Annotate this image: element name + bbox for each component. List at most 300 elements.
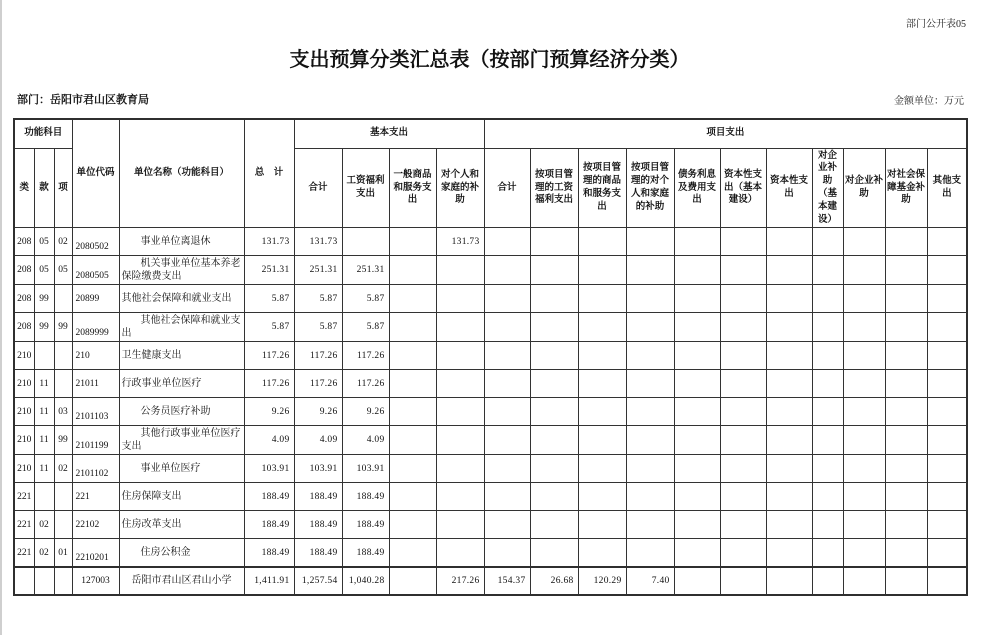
col-header-total: 总 计: [244, 119, 294, 228]
cell-amount: [720, 511, 766, 539]
cell-amount: [927, 567, 967, 595]
cell-amount: 5.87: [342, 313, 389, 342]
cell-amount: [720, 256, 766, 285]
cell-amount: [674, 567, 720, 595]
cell-amount: 1,257.54: [294, 567, 342, 595]
cell-amount: [389, 398, 436, 426]
cell-amount: [766, 455, 812, 483]
cell-amount: [720, 426, 766, 455]
cell-amount: [885, 455, 927, 483]
cell-amount: [389, 567, 436, 595]
col-header-basic-group: 基本支出: [294, 119, 484, 148]
cell-lei: 210: [14, 426, 34, 455]
cell-amount: [342, 228, 389, 256]
cell-amount: [530, 313, 578, 342]
col-header-capital-construction: 资本性支出（基本建设）: [720, 148, 766, 228]
cell-amount: [484, 455, 530, 483]
cell-amount: [812, 285, 843, 313]
cell-amount: [484, 483, 530, 511]
cell-amount: [766, 511, 812, 539]
cell-amount: [530, 256, 578, 285]
cell-amount: [927, 426, 967, 455]
cell-amount: 5.87: [342, 285, 389, 313]
total-row: [14, 567, 967, 595]
cell-unit-code: 2080502: [72, 228, 119, 256]
cell-amount: [626, 256, 674, 285]
cell-xiang: 02: [54, 228, 72, 256]
cell-amount: [578, 483, 626, 511]
table-row: [14, 256, 967, 285]
cell-amount: [626, 370, 674, 398]
cell-amount: [436, 342, 484, 370]
table-row: [14, 426, 967, 455]
cell-amount: [389, 256, 436, 285]
cell-amount: [812, 313, 843, 342]
cell-amount: [436, 483, 484, 511]
cell-amount: [436, 426, 484, 455]
cell-amount: [720, 539, 766, 567]
cell-amount: [674, 398, 720, 426]
cell-amount: [436, 455, 484, 483]
cell-amount: 154.37: [484, 567, 530, 595]
page-edge-line: [0, 0, 2, 635]
cell-amount: 26.68: [530, 567, 578, 595]
cell-lei: 221: [14, 511, 34, 539]
cell-amount: [812, 511, 843, 539]
cell-xiang: [54, 567, 72, 595]
cell-amount: [812, 370, 843, 398]
cell-amount: [436, 285, 484, 313]
cell-amount: 251.31: [244, 256, 294, 285]
cell-unit-name: 公务员医疗补助: [119, 398, 244, 426]
cell-amount: [843, 567, 885, 595]
cell-amount: [626, 539, 674, 567]
cell-amount: [720, 370, 766, 398]
cell-lei: 208: [14, 285, 34, 313]
cell-kuan: 11: [34, 426, 54, 455]
cell-xiang: [54, 511, 72, 539]
table-row: [14, 539, 967, 567]
doc-label: 部门公开表05: [906, 19, 966, 30]
cell-amount: 7.40: [626, 567, 674, 595]
cell-lei: 210: [14, 398, 34, 426]
cell-lei: 221: [14, 483, 34, 511]
cell-amount: [578, 370, 626, 398]
cell-amount: 9.26: [342, 398, 389, 426]
cell-kuan: [34, 567, 54, 595]
cell-unit-code: 2080505: [72, 256, 119, 285]
cell-amount: [720, 567, 766, 595]
cell-amount: [389, 370, 436, 398]
cell-amount: [885, 228, 927, 256]
cell-amount: 117.26: [294, 342, 342, 370]
table-row: [14, 342, 967, 370]
cell-unit-name: 岳阳市君山区君山小学: [119, 567, 244, 595]
cell-lei: [14, 567, 34, 595]
cell-amount: [389, 285, 436, 313]
cell-amount: 188.49: [244, 483, 294, 511]
col-header-basic-salary: 工资福利支出: [342, 148, 389, 228]
cell-kuan: 05: [34, 228, 54, 256]
cell-amount: [436, 313, 484, 342]
cell-amount: [389, 313, 436, 342]
cell-amount: [766, 285, 812, 313]
cell-amount: [720, 398, 766, 426]
cell-amount: 9.26: [294, 398, 342, 426]
cell-amount: [674, 511, 720, 539]
cell-amount: [720, 228, 766, 256]
cell-amount: [530, 342, 578, 370]
cell-amount: [843, 483, 885, 511]
cell-kuan: 11: [34, 398, 54, 426]
cell-amount: 4.09: [342, 426, 389, 455]
cell-amount: 117.26: [342, 342, 389, 370]
cell-amount: [812, 455, 843, 483]
cell-amount: 251.31: [294, 256, 342, 285]
cell-xiang: [54, 483, 72, 511]
cell-amount: [674, 228, 720, 256]
cell-amount: [484, 539, 530, 567]
cell-amount: [389, 455, 436, 483]
cell-amount: [843, 228, 885, 256]
cell-unit-name: 事业单位离退休: [119, 228, 244, 256]
cell-xiang: [54, 342, 72, 370]
cell-amount: [766, 370, 812, 398]
cell-amount: [530, 228, 578, 256]
cell-unit-code: 2101103: [72, 398, 119, 426]
cell-amount: [812, 398, 843, 426]
cell-lei: 210: [14, 342, 34, 370]
cell-amount: [626, 455, 674, 483]
cell-amount: 1,411.91: [244, 567, 294, 595]
cell-amount: 217.26: [436, 567, 484, 595]
cell-amount: 188.49: [294, 539, 342, 567]
cell-amount: [885, 483, 927, 511]
cell-amount: [436, 539, 484, 567]
table-row: [14, 455, 967, 483]
cell-amount: [626, 426, 674, 455]
cell-amount: 1,040.28: [342, 567, 389, 595]
cell-amount: [530, 511, 578, 539]
cell-amount: [812, 426, 843, 455]
cell-kuan: 11: [34, 370, 54, 398]
cell-amount: [843, 256, 885, 285]
cell-amount: 131.73: [294, 228, 342, 256]
cell-kuan: [34, 483, 54, 511]
cell-amount: 188.49: [244, 539, 294, 567]
cell-amount: [484, 313, 530, 342]
cell-amount: [484, 398, 530, 426]
cell-unit-name: 其他社会保障和就业支出: [119, 313, 244, 342]
cell-amount: 5.87: [244, 285, 294, 313]
cell-amount: [927, 285, 967, 313]
cell-unit-code: 2089999: [72, 313, 119, 342]
cell-unit-name: 住房保障支出: [119, 483, 244, 511]
cell-amount: [436, 370, 484, 398]
cell-amount: [674, 342, 720, 370]
cell-lei: 208: [14, 256, 34, 285]
cell-amount: [484, 228, 530, 256]
cell-amount: [720, 455, 766, 483]
cell-xiang: 99: [54, 313, 72, 342]
cell-amount: [530, 455, 578, 483]
cell-amount: [674, 426, 720, 455]
cell-kuan: 99: [34, 313, 54, 342]
cell-amount: [484, 370, 530, 398]
cell-amount: 5.87: [294, 285, 342, 313]
col-header-lei: 类: [14, 148, 34, 228]
cell-amount: [812, 539, 843, 567]
cell-amount: [389, 539, 436, 567]
cell-lei: 210: [14, 455, 34, 483]
cell-xiang: 05: [54, 256, 72, 285]
cell-amount: [843, 426, 885, 455]
cell-amount: [885, 256, 927, 285]
cell-amount: [843, 398, 885, 426]
cell-lei: 210: [14, 370, 34, 398]
cell-amount: [578, 256, 626, 285]
cell-amount: [389, 511, 436, 539]
col-header-project-group: 项目支出: [484, 119, 967, 148]
cell-amount: [436, 256, 484, 285]
cell-kuan: [34, 342, 54, 370]
cell-amount: [389, 483, 436, 511]
col-header-kuan: 款: [34, 148, 54, 228]
cell-kuan: 05: [34, 256, 54, 285]
cell-amount: [389, 426, 436, 455]
col-header-xiang: 项: [54, 148, 72, 228]
cell-amount: [389, 342, 436, 370]
cell-amount: [436, 398, 484, 426]
cell-amount: [766, 342, 812, 370]
cell-amount: [720, 342, 766, 370]
cell-amount: [578, 313, 626, 342]
cell-kuan: 11: [34, 455, 54, 483]
cell-amount: [626, 483, 674, 511]
table-row: [14, 511, 967, 539]
cell-amount: [720, 313, 766, 342]
col-header-project-salary: 按项目管理的工资福利支出: [530, 148, 578, 228]
cell-amount: 131.73: [244, 228, 294, 256]
cell-amount: [530, 370, 578, 398]
col-header-unit-name: 单位名称（功能科目）: [119, 119, 244, 228]
cell-unit-name: 行政事业单位医疗: [119, 370, 244, 398]
col-header-enterprise-subsidy: 对企业补助: [843, 148, 885, 228]
table-body: [14, 228, 967, 595]
cell-amount: [766, 313, 812, 342]
col-header-enterprise-construction: 对企业补助（基本建设）: [812, 148, 843, 228]
cell-amount: [530, 483, 578, 511]
cell-amount: 103.91: [244, 455, 294, 483]
cell-amount: [843, 539, 885, 567]
cell-amount: [927, 228, 967, 256]
cell-xiang: [54, 370, 72, 398]
cell-amount: 9.26: [244, 398, 294, 426]
cell-amount: [578, 342, 626, 370]
cell-amount: [484, 285, 530, 313]
table-row: [14, 228, 967, 256]
cell-amount: [927, 511, 967, 539]
amount-unit-label: 金额单位：万元: [894, 96, 964, 107]
cell-amount: [812, 256, 843, 285]
cell-amount: 103.91: [294, 455, 342, 483]
cell-xiang: 01: [54, 539, 72, 567]
cell-amount: 188.49: [342, 483, 389, 511]
cell-unit-code: 2101199: [72, 426, 119, 455]
cell-amount: [578, 285, 626, 313]
cell-amount: [927, 455, 967, 483]
cell-amount: 4.09: [244, 426, 294, 455]
cell-amount: [766, 483, 812, 511]
col-header-basic-subtotal: 合计: [294, 148, 342, 228]
cell-amount: [674, 256, 720, 285]
cell-unit-code: 2210201: [72, 539, 119, 567]
cell-amount: [674, 313, 720, 342]
department-label: 部门：岳阳市君山区教育局: [17, 94, 149, 106]
budget-table: [13, 118, 968, 596]
cell-amount: [927, 483, 967, 511]
cell-amount: [578, 455, 626, 483]
table-row: [14, 398, 967, 426]
cell-xiang: 02: [54, 455, 72, 483]
cell-kuan: 02: [34, 539, 54, 567]
cell-amount: [843, 342, 885, 370]
cell-amount: [843, 455, 885, 483]
cell-amount: 188.49: [342, 539, 389, 567]
cell-amount: [843, 511, 885, 539]
cell-amount: [766, 228, 812, 256]
cell-amount: 5.87: [244, 313, 294, 342]
cell-amount: [626, 511, 674, 539]
cell-amount: [484, 256, 530, 285]
table-row: [14, 483, 967, 511]
cell-unit-code: 210: [72, 342, 119, 370]
cell-amount: [720, 285, 766, 313]
cell-amount: 103.91: [342, 455, 389, 483]
cell-amount: [843, 285, 885, 313]
cell-amount: [530, 285, 578, 313]
cell-amount: [885, 398, 927, 426]
cell-amount: [885, 567, 927, 595]
cell-amount: [812, 228, 843, 256]
cell-amount: [766, 256, 812, 285]
cell-amount: [885, 342, 927, 370]
table-row: [14, 313, 967, 342]
cell-amount: [812, 483, 843, 511]
cell-amount: [578, 511, 626, 539]
cell-unit-name: 事业单位医疗: [119, 455, 244, 483]
cell-amount: 131.73: [436, 228, 484, 256]
cell-amount: [530, 426, 578, 455]
cell-amount: 117.26: [244, 342, 294, 370]
col-header-unit-code: 单位代码: [72, 119, 119, 228]
cell-amount: [885, 285, 927, 313]
cell-amount: [626, 398, 674, 426]
col-header-debt-interest: 债务利息及费用支出: [674, 148, 720, 228]
cell-lei: 208: [14, 313, 34, 342]
cell-amount: [927, 370, 967, 398]
cell-unit-code: 20899: [72, 285, 119, 313]
cell-unit-code: 221: [72, 483, 119, 511]
cell-kuan: 99: [34, 285, 54, 313]
cell-amount: [484, 342, 530, 370]
col-header-func-group: 功能科目: [14, 119, 72, 148]
cell-unit-name: 机关事业单位基本养老保险缴费支出: [119, 256, 244, 285]
cell-amount: [674, 455, 720, 483]
cell-amount: [626, 285, 674, 313]
cell-amount: [674, 285, 720, 313]
cell-amount: [674, 370, 720, 398]
cell-amount: [674, 483, 720, 511]
cell-amount: [885, 539, 927, 567]
table-row: [14, 285, 967, 313]
cell-unit-code: 127003: [72, 567, 119, 595]
cell-lei: 208: [14, 228, 34, 256]
cell-amount: [578, 426, 626, 455]
cell-amount: [812, 342, 843, 370]
cell-amount: [812, 567, 843, 595]
col-header-other: 其他支出: [927, 148, 967, 228]
cell-amount: 188.49: [294, 483, 342, 511]
cell-amount: [927, 313, 967, 342]
cell-amount: [626, 342, 674, 370]
cell-amount: [766, 426, 812, 455]
cell-xiang: 99: [54, 426, 72, 455]
cell-unit-name: 住房改革支出: [119, 511, 244, 539]
cell-amount: [885, 370, 927, 398]
cell-amount: [578, 398, 626, 426]
cell-amount: [885, 426, 927, 455]
cell-amount: [720, 483, 766, 511]
cell-amount: [766, 398, 812, 426]
cell-amount: 4.09: [294, 426, 342, 455]
cell-amount: 188.49: [342, 511, 389, 539]
col-header-basic-personal: 对个人和家庭的补助: [436, 148, 484, 228]
col-header-project-subtotal: 合计: [484, 148, 530, 228]
cell-amount: 117.26: [244, 370, 294, 398]
cell-kuan: 02: [34, 511, 54, 539]
col-header-basic-goods: 一般商品和服务支出: [389, 148, 436, 228]
cell-amount: [927, 398, 967, 426]
col-header-social-security: 对社会保障基金补助: [885, 148, 927, 228]
col-header-project-goods: 按项目管理的商品和服务支出: [578, 148, 626, 228]
cell-amount: [389, 228, 436, 256]
cell-amount: 5.87: [294, 313, 342, 342]
cell-amount: [578, 228, 626, 256]
cell-amount: 188.49: [294, 511, 342, 539]
cell-amount: [766, 567, 812, 595]
cell-amount: 120.29: [578, 567, 626, 595]
cell-xiang: 03: [54, 398, 72, 426]
cell-unit-name: 其他社会保障和就业支出: [119, 285, 244, 313]
cell-amount: [484, 511, 530, 539]
cell-unit-name: 其他行政事业单位医疗支出: [119, 426, 244, 455]
cell-amount: [843, 370, 885, 398]
cell-unit-code: 21011: [72, 370, 119, 398]
cell-unit-name: 住房公积金: [119, 539, 244, 567]
cell-amount: [530, 539, 578, 567]
cell-amount: [674, 539, 720, 567]
cell-unit-name: 卫生健康支出: [119, 342, 244, 370]
table-row: [14, 370, 967, 398]
cell-amount: [927, 539, 967, 567]
cell-amount: [484, 426, 530, 455]
cell-unit-code: 22102: [72, 511, 119, 539]
cell-amount: [626, 313, 674, 342]
cell-amount: [766, 539, 812, 567]
cell-amount: [530, 398, 578, 426]
cell-amount: [885, 511, 927, 539]
